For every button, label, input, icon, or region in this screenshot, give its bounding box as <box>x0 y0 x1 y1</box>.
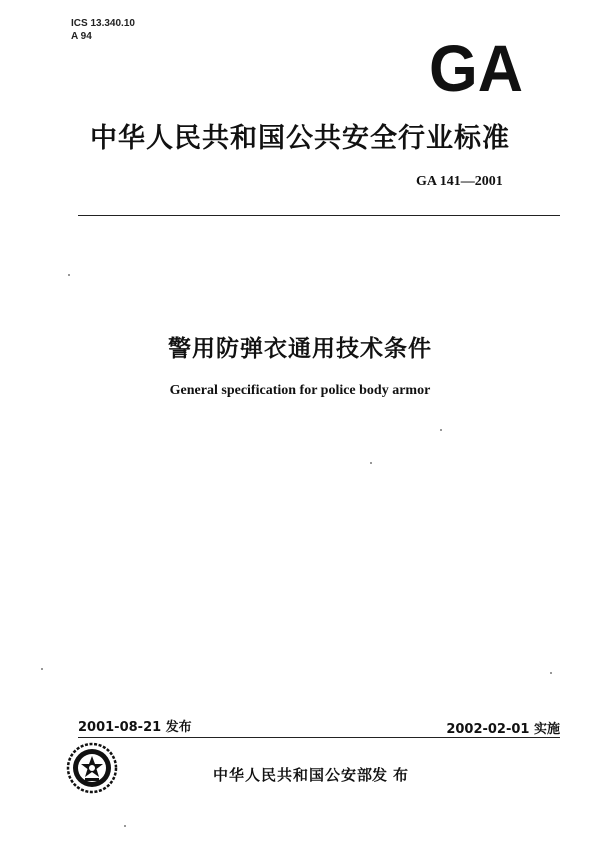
effective-date: 2002-02-01 实施 <box>446 722 560 737</box>
scan-speck <box>41 668 43 670</box>
category-code: A 94 <box>71 31 92 42</box>
standard-number: GA 141—2001 <box>416 174 503 189</box>
document-title-chinese: 警用防弹衣通用技术条件 <box>168 336 432 362</box>
publish-label: 发布 <box>372 766 415 784</box>
ics-code: ICS 13.340.10 <box>71 18 135 29</box>
document-title-english: General specification for police body armor <box>169 383 431 398</box>
scan-speck <box>370 462 372 464</box>
ministry-emblem-icon <box>66 742 118 794</box>
publisher-name: 中华人民共和国公安部 <box>213 766 374 784</box>
header-divider <box>78 215 560 216</box>
ga-logo-text: GA <box>429 36 523 96</box>
footer-divider <box>78 737 560 738</box>
scan-speck <box>550 672 552 674</box>
ga-logo <box>426 36 526 96</box>
scan-speck <box>440 429 442 431</box>
standard-organization-title: 中华人民共和国公共安全行业标准 <box>90 123 510 154</box>
scan-speck <box>68 274 70 276</box>
scan-speck <box>124 825 126 827</box>
classification-codes <box>71 17 135 43</box>
issue-date: 2001-08-21 发布 <box>78 720 192 735</box>
